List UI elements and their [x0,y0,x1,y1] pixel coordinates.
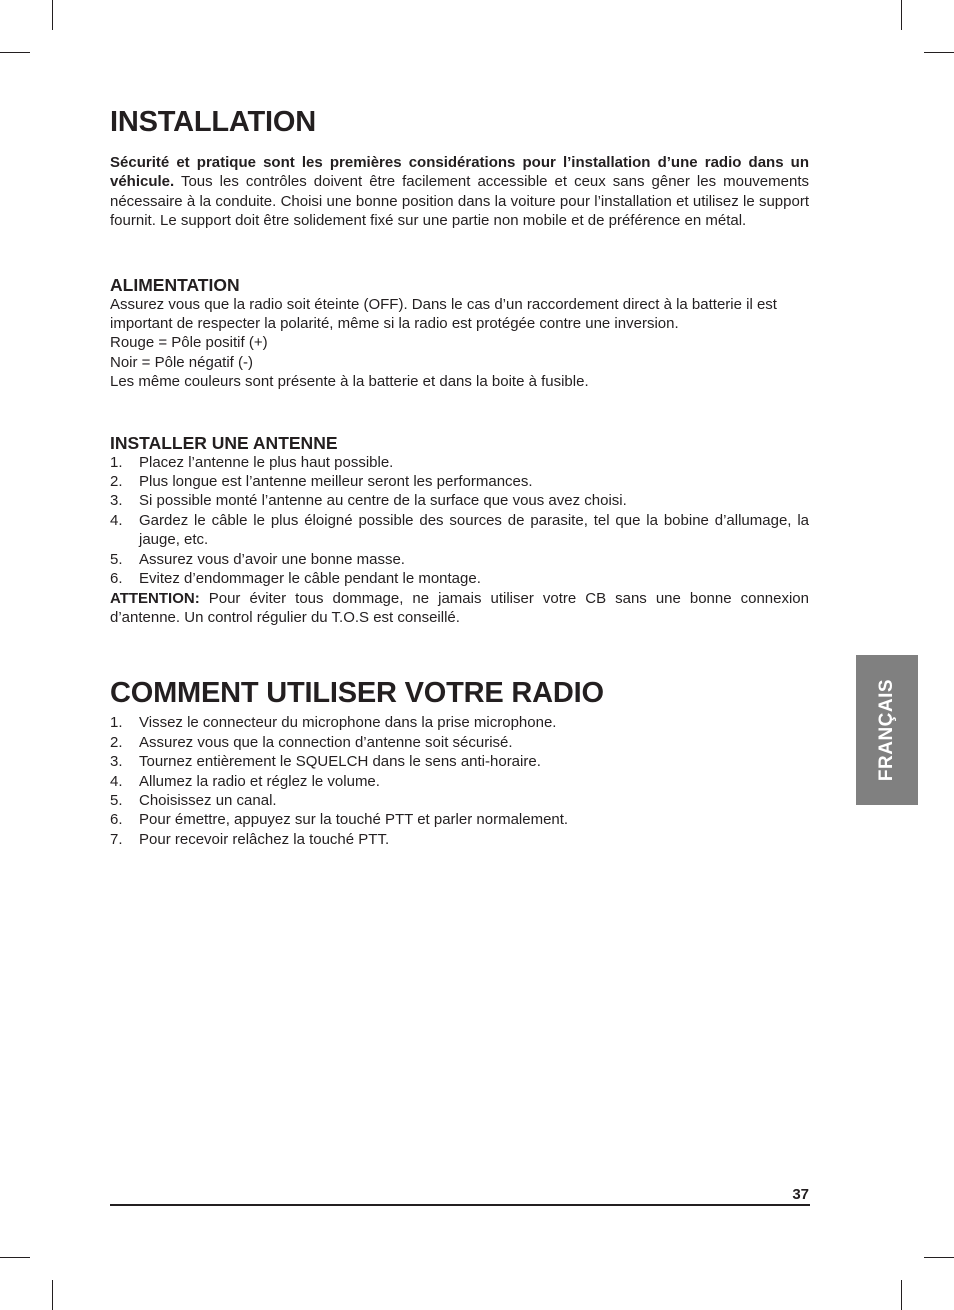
list-item-number: 1. [110,714,123,732]
list-item-number: 7. [110,830,123,848]
list-item-text: Allumez la radio et réglez le volume. [139,772,380,790]
list-item [110,791,809,810]
list-item-number: 2. [110,473,123,491]
list-item-text: Vissez le connecteur du microphone dans la prise microphone. [139,714,557,732]
list-item-text: Choisissez un canal. [139,791,277,809]
list-item-text: Evitez d’endommager le câble pendant le montage. [139,570,481,588]
radio-steps-list [110,713,809,849]
list-item [110,810,809,829]
list-item-number: 4. [110,772,123,790]
attention-note [110,589,809,628]
list-item [110,713,809,732]
list-item-number: 4. [110,511,123,529]
list-item [110,453,809,472]
list-item-text: Plus longue est l’antenne meilleur seront les performances. [139,473,533,491]
colors-note: Les même couleurs sont présente à la batterie et dans la boite à fusible. [110,373,589,391]
list-item-text: Pour émettre, appuyez sur la touché PTT et parler normalement. [139,811,569,829]
list-item-number: 3. [110,753,123,771]
list-item [110,830,809,849]
page-number: 37 [792,1186,809,1203]
list-item [110,569,809,588]
crop-mark [924,52,954,53]
list-item-text: Si possible monté l’antenne au centre de la surface que vous avez choisi. [139,492,627,510]
antenne-steps-list [110,453,809,589]
attention-text: Pour éviter tous dommage, ne jamais utiliser votre CB sans une bonne connexion d’antenne. Un control régulier du T.O.S est conseillé. [110,589,809,626]
list-item-number: 5. [110,550,123,568]
list-item [110,733,809,752]
footer-rule [110,1204,810,1206]
list-item [110,550,809,569]
section-title-installation: INSTALLATION [110,106,316,138]
crop-mark [0,1257,30,1258]
page-content [110,100,809,849]
list-item-text: Pour recevoir relâchez la touché PTT. [139,830,390,848]
list-item-text: Tournez entièrement le SQUELCH dans le sens anti-horaire. [139,753,541,771]
section-title-alimentation: ALIMENTATION [110,274,240,295]
crop-mark [0,52,30,53]
list-item-number: 2. [110,733,123,751]
language-tab [856,655,918,805]
list-item [110,472,809,491]
list-item-number: 3. [110,492,123,510]
section-title-radio: COMMENT UTILISER VOTRE RADIO [110,677,604,710]
list-item-text: Placez l’antenne le plus haut possible. [139,453,394,471]
section-title-antenne: INSTALLER UNE ANTENNE [110,432,338,453]
list-item-number: 5. [110,791,123,809]
list-item-number: 6. [110,570,123,588]
list-item [110,752,809,771]
crop-mark [901,1280,902,1310]
installation-intro [110,153,809,231]
language-tab-label: FRANÇAIS [876,678,897,782]
list-item [110,511,809,550]
intro-text: Tous les contrôles doivent être facilement accessible et ceux sans gêner les mouvements nécessaire à la conduite. Choisi une bonne position dans la voiture pour l’installation et utilisez le support fournit. Le support doit être solidement fixé sur une partie non mobile et de préférence en métal. [110,173,809,230]
intro-bold-lead: Sécurité et pratique sont les premières considérations pour l’installation d’une radio dans un véhicule. [110,154,809,191]
crop-mark [52,0,53,30]
crop-mark [901,0,902,30]
list-item [110,772,809,791]
crop-mark [52,1280,53,1310]
alimentation-paragraph: Assurez vous que la radio soit éteinte (OFF). Dans le cas d’un raccordement direct à la batterie il est important de respecter la polarité, même si la radio est protégée contre une inversion. [110,295,777,333]
list-item-text: Gardez le câble le plus éloigné possible des sources de parasite, tel que la bobine d’allumage, la jauge, etc. [139,511,809,549]
polarity-red: Rouge = Pôle positif (+) [110,334,268,352]
list-item-text: Assurez vous que la connection d’antenne soit sécurisé. [139,733,513,751]
list-item [110,491,809,510]
list-item-text: Assurez vous d’avoir une bonne masse. [139,550,405,568]
list-item-number: 6. [110,811,123,829]
attention-label: ATTENTION: [110,589,200,607]
list-item-number: 1. [110,453,123,471]
crop-mark [924,1257,954,1258]
polarity-black: Noir = Pôle négatif (-) [110,353,253,371]
